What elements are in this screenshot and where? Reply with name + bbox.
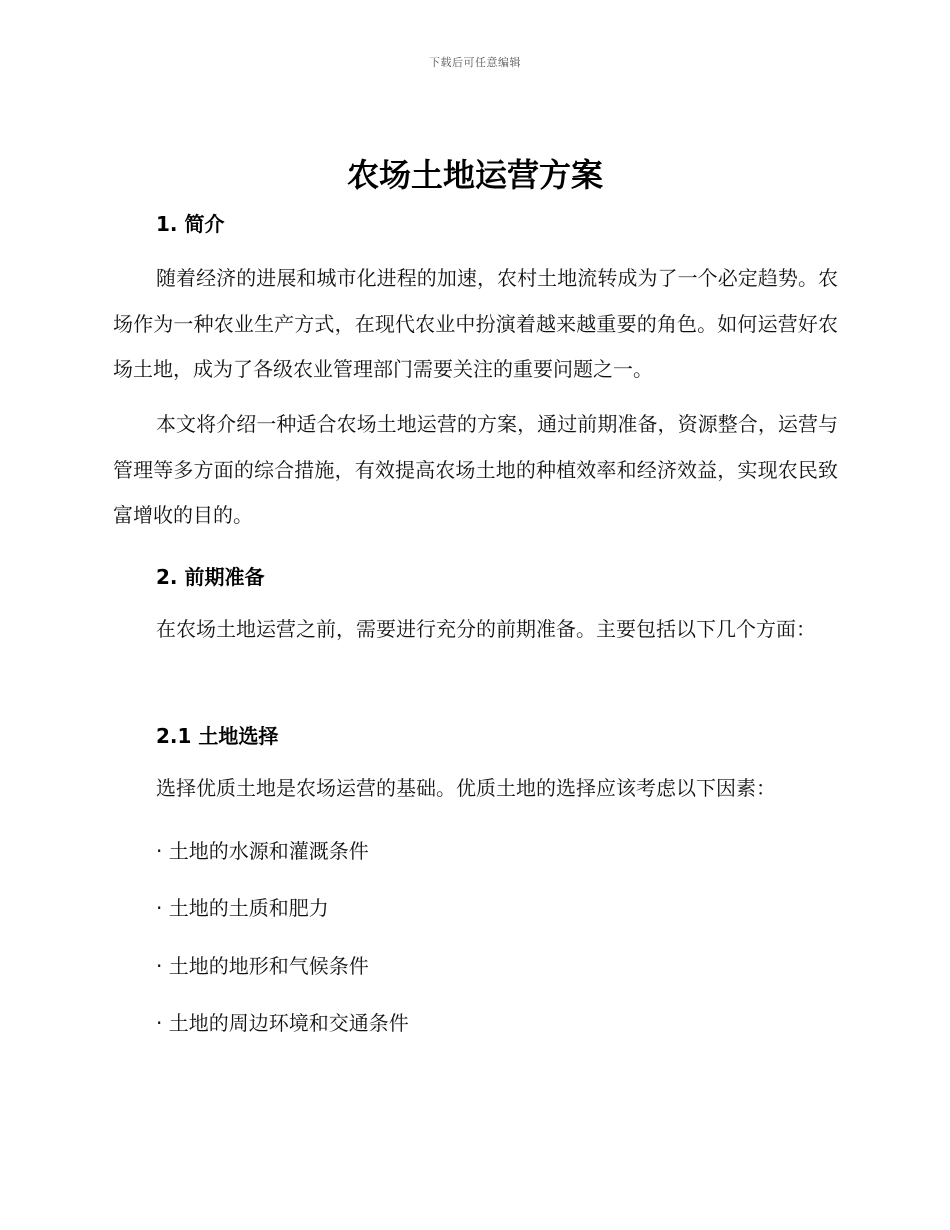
list-item: · 土地的地形和气候条件 (156, 954, 369, 978)
land-paragraph-1: 选择优质土地是农场运营的基础。优质土地的选择应该考虑以下因素： (156, 776, 776, 800)
section-heading-prep: 2. 前期准备 (156, 565, 265, 589)
list-item: · 土地的水源和灌溉条件 (156, 839, 369, 863)
section-heading-intro: 1. 简介 (156, 212, 225, 236)
list-item: · 土地的土质和肥力 (156, 896, 329, 920)
prep-paragraph-1: 在农场土地运营之前，需要进行充分的前期准备。主要包括以下几个方面： (156, 617, 816, 641)
section-heading-land: 2.1 土地选择 (156, 724, 279, 748)
intro-paragraph-1: 随着经济的进展和城市化进程的加速，农村土地流转成为了一个必定趋势。农场作为一种农业生产方式，在现代农业中扮演着越来越重要的角色。如何运营好农场土地，成为了各级农业管理部门需要关注的重要问题之一。 (113, 266, 838, 381)
document-title: 农场土地运营方案 (346, 156, 603, 194)
intro-paragraph-2: 本文将介绍一种适合农场土地运营的方案，通过前期准备，资源整合，运营与管理等多方面的综合措施，有效提高农场土地的种植效率和经济效益，实现农民致富增收的目的。 (113, 412, 838, 527)
header-note: 下载后可任意编辑 (429, 56, 521, 69)
list-item: · 土地的周边环境和交通条件 (156, 1011, 409, 1035)
